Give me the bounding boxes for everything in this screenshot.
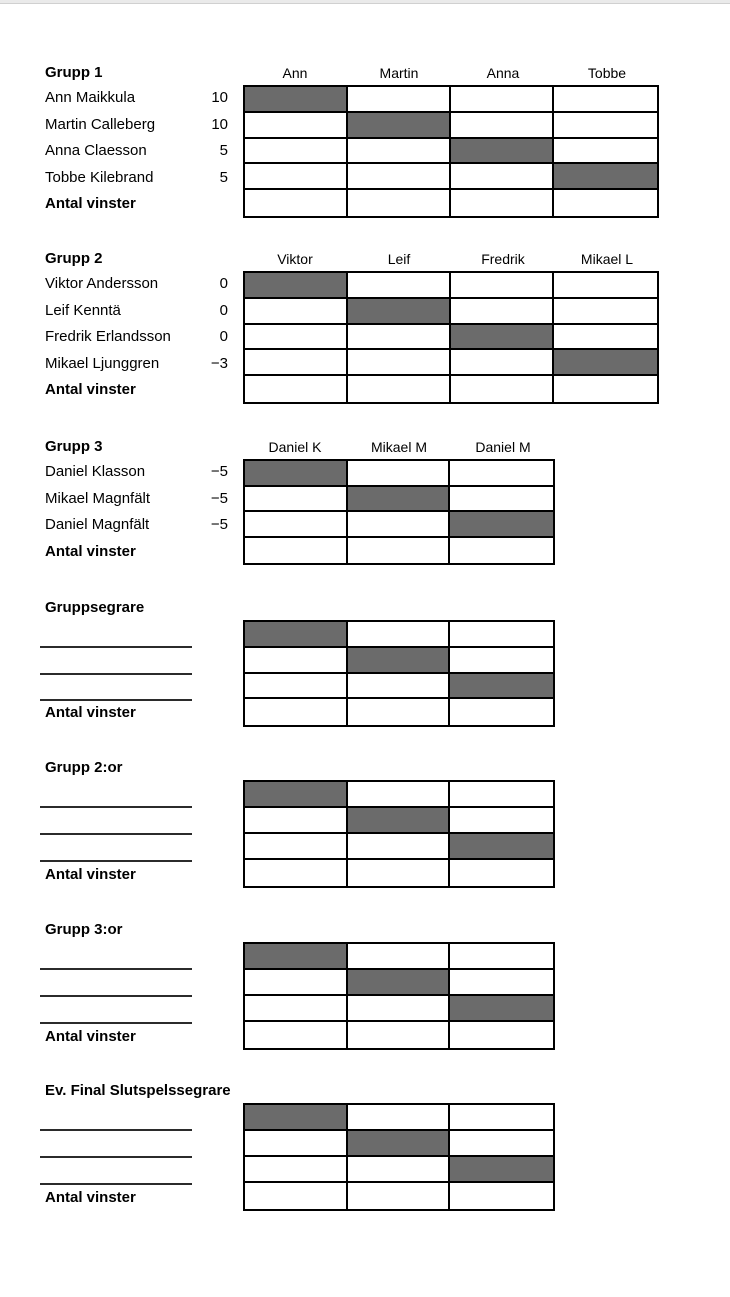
match-cell xyxy=(450,970,553,996)
match-cell xyxy=(245,113,348,139)
column-header: Ann xyxy=(282,65,308,81)
match-cell xyxy=(451,299,554,325)
match-cell xyxy=(245,1157,348,1183)
match-cell xyxy=(450,944,553,970)
match-cell xyxy=(348,860,451,886)
self-match-cell xyxy=(450,996,553,1022)
match-cell xyxy=(245,190,348,216)
match-cell xyxy=(348,674,451,700)
winner-slot-line xyxy=(40,1156,192,1158)
self-match-cell xyxy=(451,325,554,351)
match-cell xyxy=(245,512,348,538)
antal-vinster-label: Antal vinster xyxy=(45,1189,136,1206)
section-title: Gruppsegrare xyxy=(45,599,145,616)
match-cell xyxy=(450,487,553,513)
match-cell xyxy=(450,1022,553,1048)
self-match-cell xyxy=(348,487,451,513)
match-cell xyxy=(348,139,451,165)
winner-slot-line xyxy=(40,806,192,808)
self-match-cell xyxy=(245,782,348,808)
self-match-cell xyxy=(245,1105,348,1131)
player-name: Anna Claesson xyxy=(45,142,147,160)
match-grid xyxy=(243,85,659,218)
match-cell xyxy=(554,87,657,113)
player-points: −5 xyxy=(210,489,228,507)
match-cell xyxy=(245,996,348,1022)
match-cell xyxy=(245,970,348,996)
match-cell xyxy=(245,674,348,700)
match-cell xyxy=(554,139,657,165)
self-match-cell xyxy=(245,622,348,648)
section-title: Ev. Final Slutspelssegrare xyxy=(45,1082,231,1099)
match-cell xyxy=(245,1183,348,1209)
match-cell xyxy=(245,1131,348,1157)
match-cell xyxy=(348,944,451,970)
match-cell xyxy=(245,648,348,674)
match-cell xyxy=(348,834,451,860)
player-name: Viktor Andersson xyxy=(45,275,159,292)
player-points: −3 xyxy=(210,354,228,372)
player-points: 5 xyxy=(219,142,228,160)
winner-slot-line xyxy=(40,995,192,997)
match-cell xyxy=(554,190,657,216)
match-cell xyxy=(554,273,657,299)
column-header: Tobbe xyxy=(587,65,627,81)
player-name: Fredrik Erlandsson xyxy=(45,328,171,346)
player-points: −5 xyxy=(210,463,228,480)
match-cell xyxy=(348,376,451,402)
antal-vinster-label: Antal vinster xyxy=(45,195,136,213)
match-cell xyxy=(348,164,451,190)
section-title: Grupp 3 xyxy=(45,438,103,455)
self-match-cell xyxy=(554,164,657,190)
column-header: Daniel M xyxy=(475,439,531,455)
self-match-cell xyxy=(348,970,451,996)
match-cell xyxy=(348,1022,451,1048)
antal-vinster-label: Antal vinster xyxy=(45,1028,136,1045)
column-header: Martin xyxy=(379,65,419,81)
match-cell xyxy=(451,87,554,113)
player-points: 0 xyxy=(219,275,228,292)
antal-vinster-label: Antal vinster xyxy=(45,381,136,399)
match-cell xyxy=(245,350,348,376)
self-match-cell xyxy=(348,1131,451,1157)
player-name: Daniel Magnfält xyxy=(45,516,150,533)
antal-vinster-label: Antal vinster xyxy=(45,866,136,883)
column-header: Mikael L xyxy=(580,251,634,267)
match-cell xyxy=(245,376,348,402)
match-cell xyxy=(450,699,553,725)
player-points: 10 xyxy=(211,89,228,106)
match-cell xyxy=(245,164,348,190)
match-cell xyxy=(245,487,348,513)
match-cell xyxy=(450,1183,553,1209)
self-match-cell xyxy=(450,512,553,538)
match-cell xyxy=(245,139,348,165)
match-cell xyxy=(245,860,348,886)
player-name: Tobbe Kilebrand xyxy=(45,168,154,186)
match-grid xyxy=(243,942,555,1050)
match-cell xyxy=(554,376,657,402)
column-header: Anna xyxy=(486,65,520,81)
match-cell xyxy=(554,325,657,351)
winner-slot-line xyxy=(40,833,192,835)
self-match-cell xyxy=(245,944,348,970)
match-cell xyxy=(348,1105,451,1131)
match-cell xyxy=(348,512,451,538)
match-cell xyxy=(348,350,451,376)
antal-vinster-label: Antal vinster xyxy=(45,542,136,560)
match-cell xyxy=(245,834,348,860)
section-title: Grupp 2:or xyxy=(45,759,123,776)
section-title: Grupp 3:or xyxy=(45,921,123,938)
winner-slot-line xyxy=(40,646,192,648)
match-cell xyxy=(348,782,451,808)
page-top-strip xyxy=(0,0,730,4)
player-points: 0 xyxy=(219,328,228,346)
player-name: Ann Maikkula xyxy=(45,89,136,106)
match-cell xyxy=(451,164,554,190)
match-cell xyxy=(450,1105,553,1131)
match-cell xyxy=(451,350,554,376)
match-cell xyxy=(451,273,554,299)
match-cell xyxy=(450,538,553,564)
match-cell xyxy=(450,622,553,648)
match-grid xyxy=(243,620,555,727)
match-cell xyxy=(348,538,451,564)
self-match-cell xyxy=(554,350,657,376)
match-grid xyxy=(243,459,555,565)
winner-slot-line xyxy=(40,1129,192,1131)
match-cell xyxy=(245,299,348,325)
match-cell xyxy=(450,1131,553,1157)
player-name: Leif Kenntä xyxy=(45,301,121,319)
match-cell xyxy=(450,808,553,834)
antal-vinster-label: Antal vinster xyxy=(45,704,136,722)
player-name: Mikael Magnfält xyxy=(45,489,151,507)
match-cell xyxy=(348,996,451,1022)
self-match-cell xyxy=(450,674,553,700)
self-match-cell xyxy=(348,299,451,325)
match-cell xyxy=(348,1183,451,1209)
player-name: Daniel Klasson xyxy=(45,463,146,480)
match-cell xyxy=(245,699,348,725)
match-cell xyxy=(450,860,553,886)
section-title: Grupp 2 xyxy=(45,250,103,267)
match-cell xyxy=(450,648,553,674)
section-title: Grupp 1 xyxy=(45,64,103,81)
match-grid xyxy=(243,271,659,404)
self-match-cell xyxy=(348,808,451,834)
column-header: Viktor xyxy=(277,251,313,267)
self-match-cell xyxy=(451,139,554,165)
self-match-cell xyxy=(450,834,553,860)
match-cell xyxy=(451,190,554,216)
column-header: Leif xyxy=(387,251,411,267)
column-header: Daniel K xyxy=(268,439,322,455)
match-grid xyxy=(243,780,555,888)
self-match-cell xyxy=(245,87,348,113)
match-cell xyxy=(245,325,348,351)
match-cell xyxy=(245,1022,348,1048)
player-name: Mikael Ljunggren xyxy=(45,354,160,372)
match-grid xyxy=(243,1103,555,1211)
column-header: Fredrik xyxy=(481,251,525,267)
match-cell xyxy=(245,808,348,834)
self-match-cell xyxy=(245,273,348,299)
match-cell xyxy=(348,699,451,725)
match-cell xyxy=(554,299,657,325)
player-points: 5 xyxy=(219,168,228,186)
winner-slot-line xyxy=(40,673,192,675)
player-points: −5 xyxy=(210,516,228,533)
winner-slot-line xyxy=(40,968,192,970)
match-cell xyxy=(348,325,451,351)
player-points: 10 xyxy=(211,115,228,133)
match-cell xyxy=(245,538,348,564)
match-cell xyxy=(450,461,553,487)
match-cell xyxy=(451,113,554,139)
self-match-cell xyxy=(450,1157,553,1183)
self-match-cell xyxy=(245,461,348,487)
match-cell xyxy=(451,376,554,402)
self-match-cell xyxy=(348,113,451,139)
match-cell xyxy=(348,622,451,648)
match-cell xyxy=(554,113,657,139)
player-name: Martin Calleberg xyxy=(45,115,156,133)
column-header: Mikael M xyxy=(370,439,427,455)
player-points: 0 xyxy=(219,301,228,319)
self-match-cell xyxy=(348,648,451,674)
match-cell xyxy=(348,87,451,113)
match-cell xyxy=(348,1157,451,1183)
match-cell xyxy=(450,782,553,808)
match-cell xyxy=(348,273,451,299)
match-cell xyxy=(348,190,451,216)
match-cell xyxy=(348,461,451,487)
